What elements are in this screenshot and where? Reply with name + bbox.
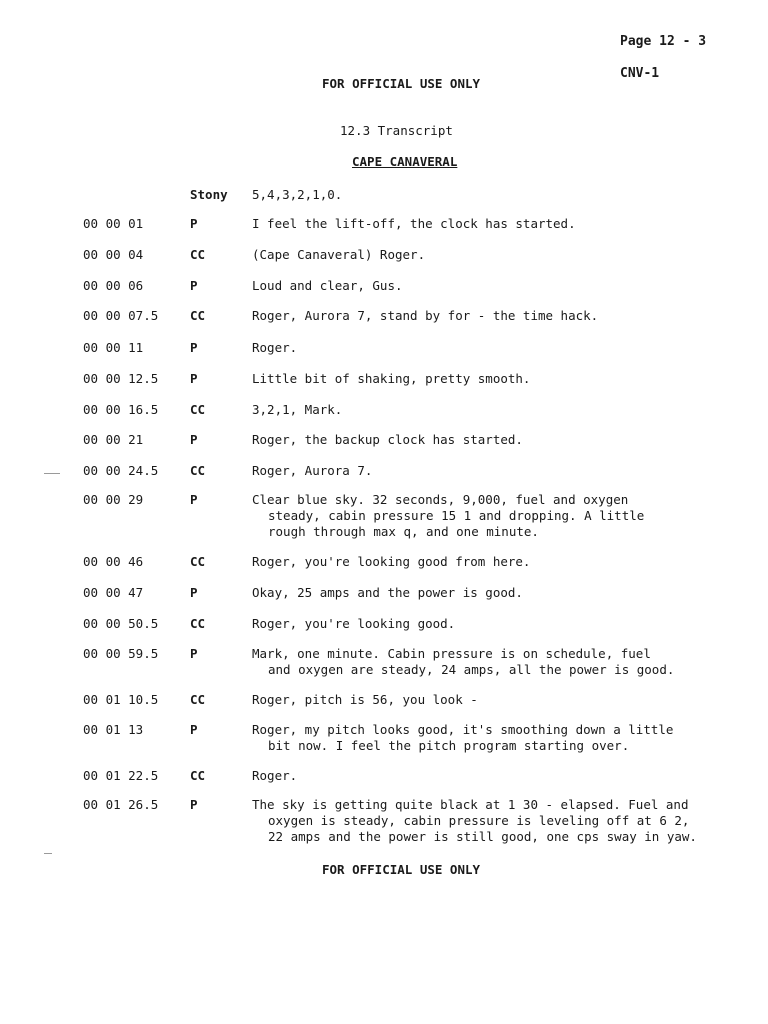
utterance-line: Roger, you're looking good. xyxy=(252,616,456,631)
utterance-line: bit now. I feel the pitch program starting over. xyxy=(268,738,630,753)
page-number: Page 12 - 3 xyxy=(620,34,707,49)
utterance-line: Okay, 25 amps and the power is good. xyxy=(252,585,523,600)
speaker: CC xyxy=(190,554,206,569)
speaker: P xyxy=(190,340,198,355)
utterance xyxy=(252,247,722,263)
elapsed-time: 00 00 07.5 xyxy=(83,308,159,323)
utterance-line: rough through max q, and one minute. xyxy=(268,524,539,539)
speaker: P xyxy=(190,492,198,507)
utterance xyxy=(252,308,722,324)
utterance-line: 3,2,1, Mark. xyxy=(252,402,343,417)
utterance xyxy=(252,402,722,418)
utterance-line: Roger, you're looking good from here. xyxy=(252,554,531,569)
utterance xyxy=(252,216,722,232)
scan-artifact xyxy=(44,473,60,474)
utterance xyxy=(252,432,722,448)
station-heading: CAPE CANAVERAL xyxy=(352,154,458,169)
utterance xyxy=(252,340,722,356)
elapsed-time: 00 00 47 xyxy=(83,585,144,600)
utterance xyxy=(252,692,722,708)
utterance xyxy=(252,492,722,540)
utterance-line: Roger. xyxy=(252,340,298,355)
speaker: P xyxy=(190,278,198,293)
elapsed-time: 00 00 21 xyxy=(83,432,144,447)
document-code: CNV-1 xyxy=(620,66,660,81)
utterance-line: Loud and clear, Gus. xyxy=(252,278,403,293)
utterance-line: Clear blue sky. 32 seconds, 9,000, fuel and oxygen xyxy=(252,492,629,507)
utterance-line: (Cape Canaveral) Roger. xyxy=(252,247,426,262)
utterance xyxy=(252,768,722,784)
speaker: P xyxy=(190,371,198,386)
classification-footer: FOR OFFICIAL USE ONLY xyxy=(322,862,481,877)
elapsed-time: 00 01 10.5 xyxy=(83,692,159,707)
utterance xyxy=(252,646,722,678)
speaker: CC xyxy=(190,308,206,323)
speaker: CC xyxy=(190,768,206,783)
utterance-line: Roger, the backup clock has started. xyxy=(252,432,523,447)
utterance xyxy=(252,278,722,294)
utterance xyxy=(252,371,722,387)
elapsed-time: 00 00 12.5 xyxy=(83,371,159,386)
elapsed-time: 00 01 26.5 xyxy=(83,797,159,812)
speaker: P xyxy=(190,797,198,812)
utterance-line: 5,4,3,2,1,0. xyxy=(252,187,343,202)
utterance-line: oxygen is steady, cabin pressure is leveling off at 6 2, xyxy=(268,813,690,828)
utterance-line: I feel the lift-off, the clock has started. xyxy=(252,216,576,231)
elapsed-time: 00 01 13 xyxy=(83,722,144,737)
utterance-line: and oxygen are steady, 24 amps, all the power is good. xyxy=(268,662,675,677)
speaker: CC xyxy=(190,463,206,478)
utterance-line: 22 amps and the power is still good, one cps sway in yaw. xyxy=(268,829,697,844)
utterance-line: Mark, one minute. Cabin pressure is on schedule, fuel xyxy=(252,646,651,661)
utterance xyxy=(252,187,722,203)
elapsed-time: 00 00 16.5 xyxy=(83,402,159,417)
elapsed-time: 00 00 11 xyxy=(83,340,144,355)
utterance xyxy=(252,585,722,601)
utterance xyxy=(252,616,722,632)
speaker: CC xyxy=(190,692,206,707)
elapsed-time: 00 00 29 xyxy=(83,492,144,507)
utterance xyxy=(252,722,722,754)
elapsed-time: 00 00 46 xyxy=(83,554,144,569)
utterance-line: steady, cabin pressure 15 1 and dropping. A little xyxy=(268,508,645,523)
elapsed-time: 00 00 50.5 xyxy=(83,616,159,631)
elapsed-time: 00 01 22.5 xyxy=(83,768,159,783)
elapsed-time: 00 00 06 xyxy=(83,278,144,293)
utterance-line: Roger, pitch is 56, you look - xyxy=(252,692,478,707)
utterance xyxy=(252,463,722,479)
speaker: P xyxy=(190,432,198,447)
utterance xyxy=(252,554,722,570)
classification-header: FOR OFFICIAL USE ONLY xyxy=(322,76,481,91)
speaker: Stony xyxy=(190,187,228,202)
section-title: 12.3 Transcript xyxy=(340,123,453,138)
speaker: P xyxy=(190,585,198,600)
utterance-line: Roger, my pitch looks good, it's smoothing down a little xyxy=(252,722,674,737)
utterance-line: The sky is getting quite black at 1 30 - elapsed. Fuel and xyxy=(252,797,689,812)
speaker: P xyxy=(190,216,198,231)
utterance-line: Little bit of shaking, pretty smooth. xyxy=(252,371,531,386)
speaker: CC xyxy=(190,616,206,631)
elapsed-time: 00 00 24.5 xyxy=(83,463,159,478)
elapsed-time: 00 00 01 xyxy=(83,216,144,231)
utterance xyxy=(252,797,722,845)
elapsed-time: 00 00 59.5 xyxy=(83,646,159,661)
utterance-line: Roger, Aurora 7, stand by for - the time hack. xyxy=(252,308,599,323)
speaker: P xyxy=(190,722,198,737)
speaker: P xyxy=(190,646,198,661)
speaker: CC xyxy=(190,247,206,262)
scan-artifact xyxy=(44,853,52,854)
speaker: CC xyxy=(190,402,206,417)
utterance-line: Roger. xyxy=(252,768,298,783)
elapsed-time: 00 00 04 xyxy=(83,247,144,262)
utterance-line: Roger, Aurora 7. xyxy=(252,463,373,478)
